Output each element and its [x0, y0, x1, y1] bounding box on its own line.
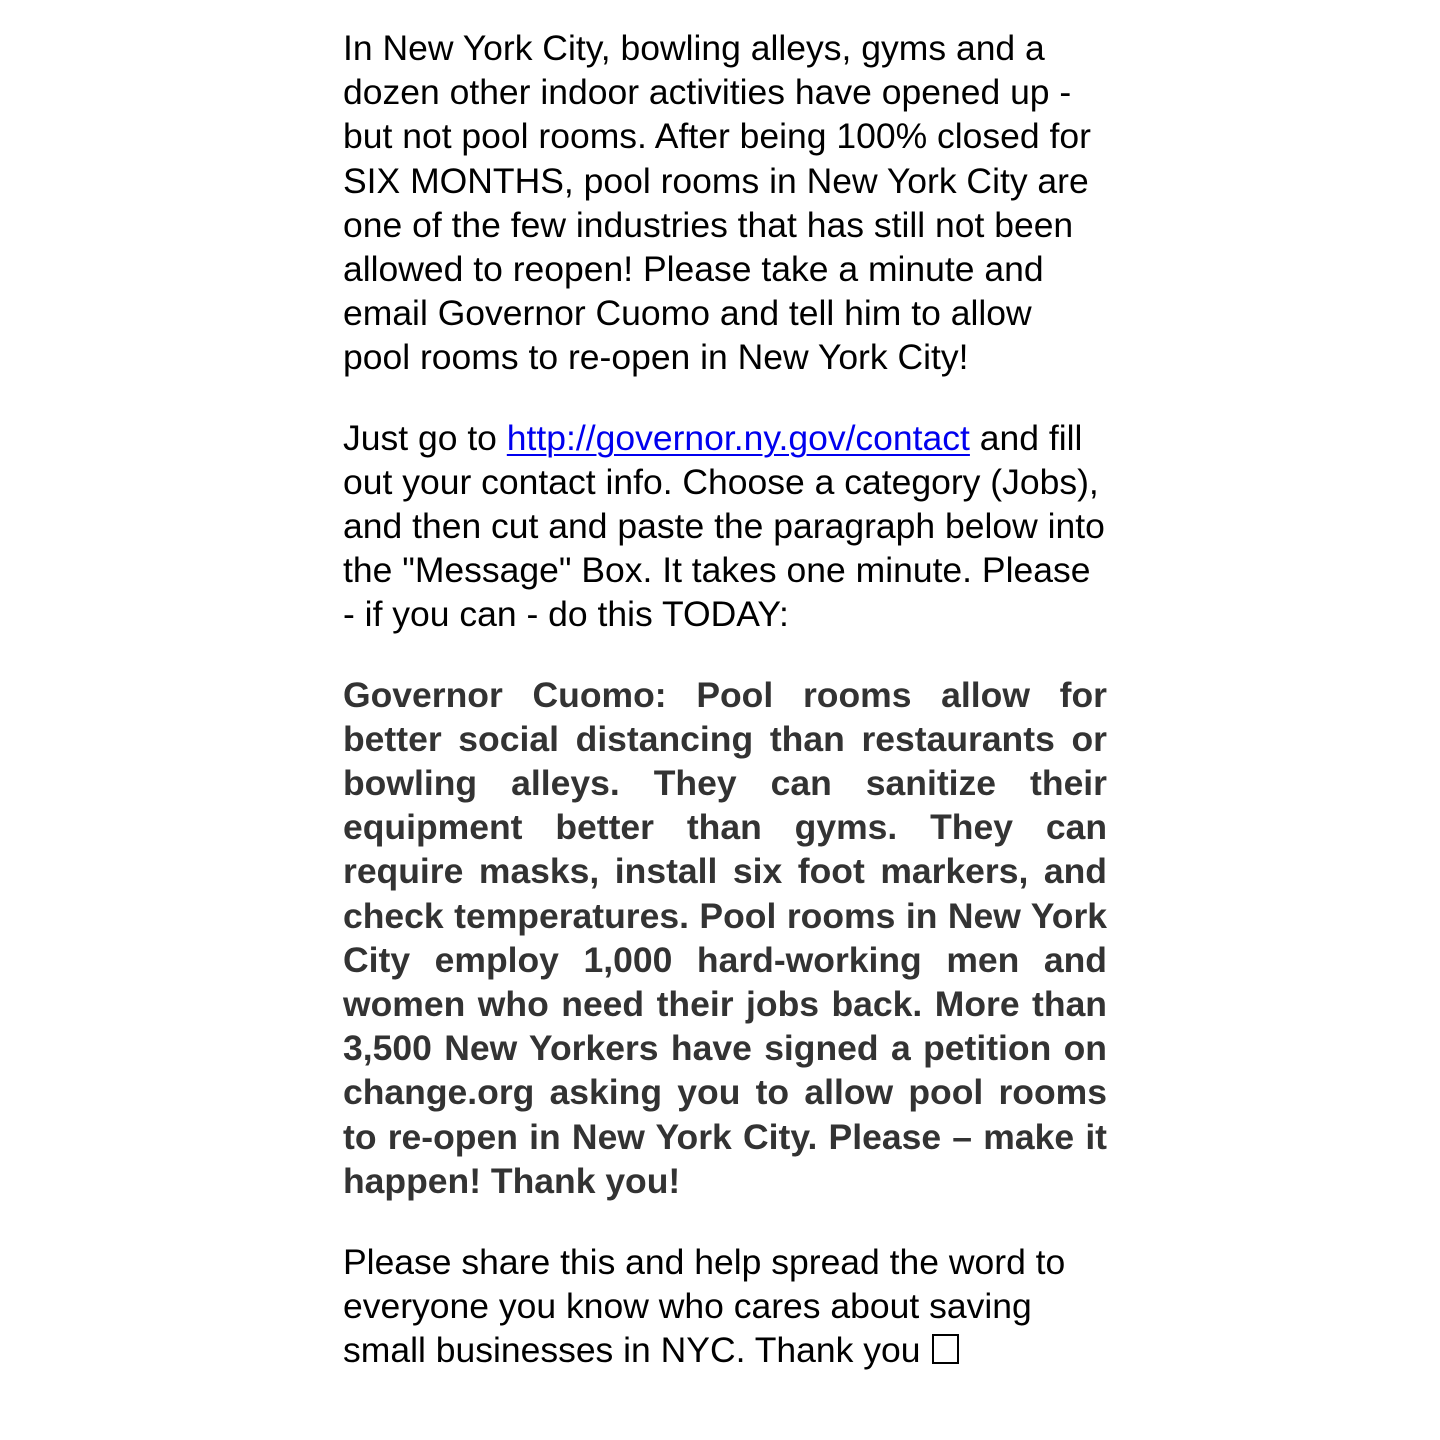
intro-paragraph: In New York City, bowling alleys, gyms and a dozen other indoor activities have opened up - but not pool rooms. After being 100% closed for SIX MONTHS, pool rooms in New York City are one of the few industries that has still not been allowed to reopen! Please take a minute and email Governor Cuomo and tell him to allow pool rooms to re-open in New York City! — [343, 28, 1091, 378]
missing-glyph-box-icon — [932, 1334, 959, 1364]
instructions-text-before-link: Just go to — [343, 417, 507, 458]
governor-contact-link[interactable]: http://governor.ny.gov/contact — [506, 417, 970, 458]
letter-to-governor-paragraph: Governor Cuomo: Pool rooms allow for better social distancing than restaurants or bowling alleys. They can sanitize their equipment better than gyms. They can require masks, install six foot markers, and check temperatures. Pool rooms in New York City employ 1,000 hard-working men and women who need their jobs back. More than 3,500 New Yorkers have signed a petition on change.org asking you to allow pool rooms to re-open in New York City. Please – make it happen! Thank you! — [343, 674, 1107, 1201]
share-paragraph — [343, 1240, 1107, 1373]
instructions-text-after-link: and fill out your contact info. Choose a category (Jobs), and then cut and paste the paragraph below into the "Message" Box. It takes one minute. Please - if you can - do this TODAY: — [343, 417, 1105, 635]
instructions-paragraph — [343, 416, 1107, 637]
article-column — [343, 26, 1107, 1373]
share-text: Please share this and help spread the word to everyone you know who cares about saving small businesses in NYC. Thank you — [343, 1242, 1066, 1371]
